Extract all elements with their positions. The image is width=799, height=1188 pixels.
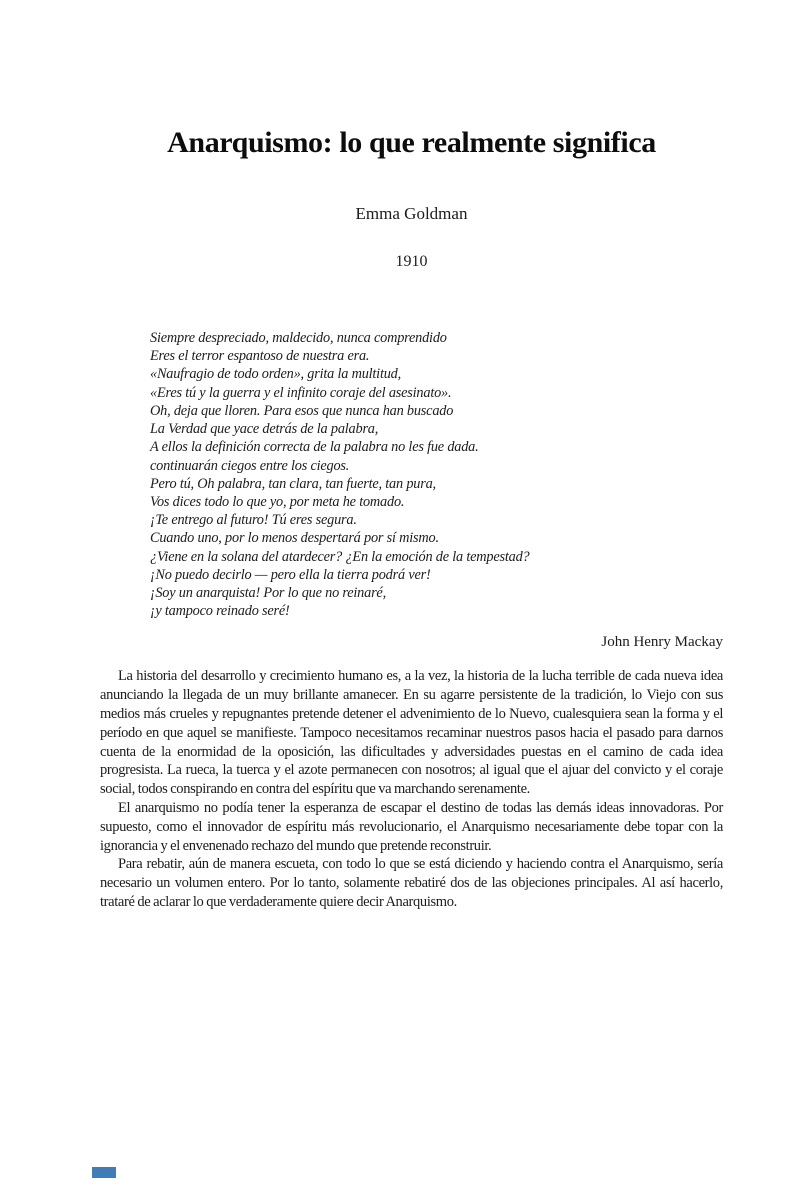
poem-line: ¡y tampoco reinado seré! xyxy=(150,603,290,620)
poem-line: ¿Viene en la solana del atardecer? ¿En la emoción de la tempestad? xyxy=(150,548,530,565)
body-text xyxy=(100,667,723,911)
poem-line: «Naufragio de todo orden», grita la multitud, xyxy=(150,366,401,383)
poem-line: ¡Soy un anarquista! Por lo que no reinaré, xyxy=(150,584,386,601)
body-paragraph: El anarquismo no podía tener la esperanza de escapar el destino de todas las demás ideas innovadoras. Por supuesto, como el innovador de espíritu más revolucionario, el Anarquismo necesariamente debe topar con la ignorancia y el envenenado rechazo del mundo que pretende reconstruir. xyxy=(100,799,723,854)
footer-mark xyxy=(92,1167,116,1178)
poem-line: ¡Te entrego al futuro! Tú eres segura. xyxy=(150,512,357,529)
poem-line: Cuando uno, por lo menos despertará por sí mismo. xyxy=(150,530,439,547)
publication-year: 1910 xyxy=(395,252,428,270)
poem-block xyxy=(150,329,723,620)
poem-line: A ellos la definición correcta de la palabra no les fue dada. xyxy=(150,439,479,456)
poem-line: «Eres tú y la guerra y el infinito coraje del asesinato». xyxy=(150,384,452,401)
poem-line: ¡No puedo decirlo — pero ella la tierra podrá ver! xyxy=(150,566,431,583)
body-paragraph: La historia del desarrollo y crecimiento humano es, a la vez, la historia de la lucha terrible de cada nueva idea anunciando la llegada de un muy brillante amanecer. En su agarre persistente de la tradición, lo Viejo con sus medios más crueles y repugnantes pretende detener el advenimiento de lo Nuevo, cualesquiera sean la forma y el período en que aquel se manifieste. Tampoco necesitamos recaminar nuestros pasos hacia el pasado para darnos cuenta de la enormidad de la oposición, las dificultades y adversidades puestas en el camino de cada idea progresista. La rueca, la tuerca y el azote permanecen con nosotros; al igual que el ajuar del convicto y el coraje social, todos conspirando en contra del espíritu que va marchando serenamente. xyxy=(100,668,723,798)
poem-line: Siempre despreciado, maldecido, nunca comprendido xyxy=(150,330,447,347)
poem-line: La Verdad que yace detrás de la palabra, xyxy=(150,421,379,438)
poem-line: continuarán ciegos entre los ciegos. xyxy=(150,457,350,474)
page-title: Anarquismo: lo que realmente significa xyxy=(167,126,656,159)
author-name: Emma Goldman xyxy=(355,203,468,223)
poem-line: Vos dices todo lo que yo, por meta he tomado. xyxy=(150,493,405,510)
document-page xyxy=(0,124,799,1188)
poem-line: Eres el terror espantoso de nuestra era. xyxy=(150,348,370,365)
poem-attribution: John Henry Mackay xyxy=(601,634,723,651)
body-paragraph: Para rebatir, aún de manera escueta, con todo lo que se está diciendo y haciendo contra el Anarquismo, sería necesario un volumen entero. Por lo tanto, solamente rebatiré dos de las objeciones principales. Al así hacerlo, trataré de aclarar lo que verdaderamente quiere decir Anarquismo. xyxy=(100,856,723,910)
poem-line: Pero tú, Oh palabra, tan clara, tan fuerte, tan pura, xyxy=(150,475,436,492)
poem-line: Oh, deja que lloren. Para esos que nunca han buscado xyxy=(150,402,454,419)
